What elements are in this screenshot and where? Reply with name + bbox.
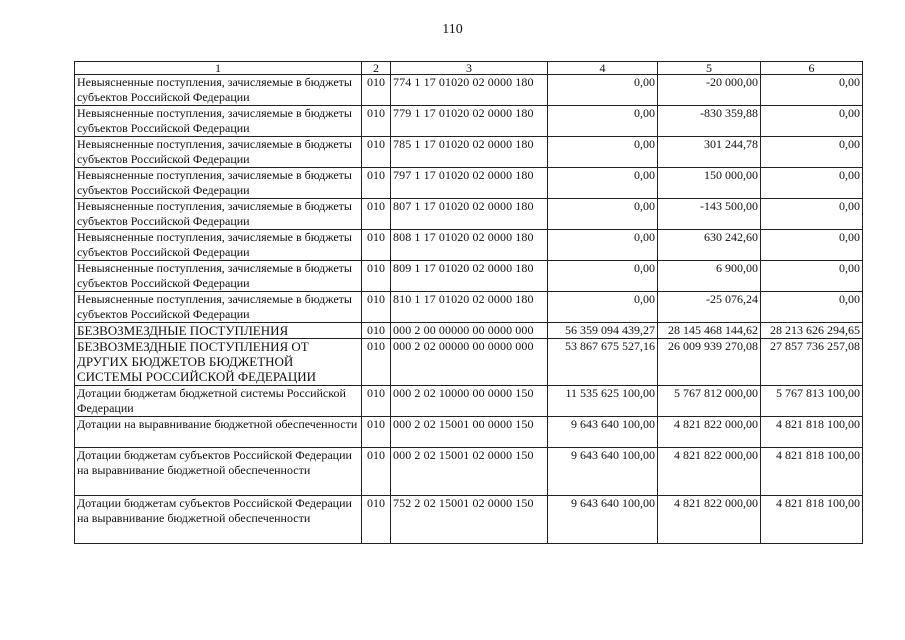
revenue-name: Невыясненные поступления, зачисляемые в бюджеты субъектов Российской Федерации xyxy=(75,261,362,292)
amount-column-4: 0,00 xyxy=(548,137,658,168)
revenue-name: Невыясненные поступления, зачисляемые в бюджеты субъектов Российской Федерации xyxy=(75,106,362,137)
column-header-1: 1 xyxy=(75,62,362,75)
amount-column-5: 4 821 822 000,00 xyxy=(658,496,761,544)
admin-code: 010 xyxy=(362,137,391,168)
amount-column-4: 56 359 094 439,27 xyxy=(548,323,658,339)
budget-classification-code: 000 2 02 10000 00 0000 150 xyxy=(391,386,548,417)
amount-column-5: -830 359,88 xyxy=(658,106,761,137)
admin-code: 010 xyxy=(362,496,391,544)
admin-code: 010 xyxy=(362,386,391,417)
table-row xyxy=(75,75,863,106)
revenue-name: Невыясненные поступления, зачисляемые в бюджеты субъектов Российской Федерации xyxy=(75,230,362,261)
amount-column-6: 0,00 xyxy=(761,106,863,137)
budget-classification-code: 797 1 17 01020 02 0000 180 xyxy=(391,168,548,199)
revenue-name: БЕЗВОЗМЕЗДНЫЕ ПОСТУПЛЕНИЯ ОТ ДРУГИХ БЮДЖЕТОВ БЮДЖЕТНОЙ СИСТЕМЫ РОССИЙСКОЙ ФЕДЕРАЦИИ xyxy=(75,339,362,386)
column-header-6: 6 xyxy=(761,62,863,75)
table-row xyxy=(75,386,863,417)
amount-column-6: 4 821 818 100,00 xyxy=(761,417,863,448)
amount-column-5: -25 076,24 xyxy=(658,292,761,323)
revenue-name: Невыясненные поступления, зачисляемые в бюджеты субъектов Российской Федерации xyxy=(75,168,362,199)
amount-column-5: 150 000,00 xyxy=(658,168,761,199)
admin-code: 010 xyxy=(362,230,391,261)
amount-column-4: 9 643 640 100,00 xyxy=(548,417,658,448)
table-row xyxy=(75,448,863,496)
admin-code: 010 xyxy=(362,106,391,137)
budget-classification-code: 779 1 17 01020 02 0000 180 xyxy=(391,106,548,137)
budget-classification-code: 774 1 17 01020 02 0000 180 xyxy=(391,75,548,106)
budget-classification-code: 807 1 17 01020 02 0000 180 xyxy=(391,199,548,230)
amount-column-6: 4 821 818 100,00 xyxy=(761,448,863,496)
amount-column-5: 28 145 468 144,62 xyxy=(658,323,761,339)
amount-column-4: 0,00 xyxy=(548,106,658,137)
amount-column-4: 11 535 625 100,00 xyxy=(548,386,658,417)
budget-classification-code: 809 1 17 01020 02 0000 180 xyxy=(391,261,548,292)
amount-column-6: 0,00 xyxy=(761,75,863,106)
budget-classification-code: 000 2 02 00000 00 0000 000 xyxy=(391,339,548,386)
amount-column-5: -20 000,00 xyxy=(658,75,761,106)
table-row xyxy=(75,292,863,323)
revenue-name: Дотации на выравнивание бюджетной обеспеченности xyxy=(75,417,362,448)
amount-column-6: 4 821 818 100,00 xyxy=(761,496,863,544)
column-header-3: 3 xyxy=(391,62,548,75)
revenue-name: Невыясненные поступления, зачисляемые в бюджеты субъектов Российской Федерации xyxy=(75,137,362,168)
admin-code: 010 xyxy=(362,417,391,448)
amount-column-6: 0,00 xyxy=(761,261,863,292)
column-header-5: 5 xyxy=(658,62,761,75)
revenue-name: Невыясненные поступления, зачисляемые в бюджеты субъектов Российской Федерации xyxy=(75,199,362,230)
amount-column-6: 0,00 xyxy=(761,230,863,261)
column-header-4: 4 xyxy=(548,62,658,75)
budget-classification-code: 000 2 00 00000 00 0000 000 xyxy=(391,323,548,339)
amount-column-4: 9 643 640 100,00 xyxy=(548,496,658,544)
admin-code: 010 xyxy=(362,261,391,292)
budget-classification-code: 000 2 02 15001 00 0000 150 xyxy=(391,417,548,448)
amount-column-6: 5 767 813 100,00 xyxy=(761,386,863,417)
revenue-name: Дотации бюджетам субъектов Российской Федерации на выравнивание бюджетной обеспеченности xyxy=(75,496,362,544)
budget-classification-code: 000 2 02 15001 02 0000 150 xyxy=(391,448,548,496)
table-row xyxy=(75,261,863,292)
revenue-name: Невыясненные поступления, зачисляемые в бюджеты субъектов Российской Федерации xyxy=(75,75,362,106)
amount-column-5: 6 900,00 xyxy=(658,261,761,292)
budget-revenue-table xyxy=(74,61,863,544)
table-row xyxy=(75,199,863,230)
table-row xyxy=(75,339,863,386)
admin-code: 010 xyxy=(362,292,391,323)
amount-column-4: 0,00 xyxy=(548,230,658,261)
budget-classification-code: 810 1 17 01020 02 0000 180 xyxy=(391,292,548,323)
amount-column-6: 0,00 xyxy=(761,168,863,199)
amount-column-5: 26 009 939 270,08 xyxy=(658,339,761,386)
amount-column-5: 5 767 812 000,00 xyxy=(658,386,761,417)
admin-code: 010 xyxy=(362,339,391,386)
column-header-2: 2 xyxy=(362,62,391,75)
table-row xyxy=(75,496,863,544)
admin-code: 010 xyxy=(362,448,391,496)
amount-column-6: 27 857 736 257,08 xyxy=(761,339,863,386)
amount-column-6: 28 213 626 294,65 xyxy=(761,323,863,339)
amount-column-4: 0,00 xyxy=(548,292,658,323)
table-row xyxy=(75,106,863,137)
amount-column-5: 301 244,78 xyxy=(658,137,761,168)
amount-column-4: 0,00 xyxy=(548,75,658,106)
table-row xyxy=(75,230,863,261)
amount-column-4: 0,00 xyxy=(548,261,658,292)
revenue-name: Дотации бюджетам субъектов Российской Федерации на выравнивание бюджетной обеспеченности xyxy=(75,448,362,496)
budget-classification-code: 808 1 17 01020 02 0000 180 xyxy=(391,230,548,261)
amount-column-4: 9 643 640 100,00 xyxy=(548,448,658,496)
amount-column-6: 0,00 xyxy=(761,137,863,168)
column-number-row xyxy=(75,62,863,75)
revenue-name: БЕЗВОЗМЕЗДНЫЕ ПОСТУПЛЕНИЯ xyxy=(75,323,362,339)
amount-column-5: 4 821 822 000,00 xyxy=(658,417,761,448)
page-number: 110 xyxy=(442,22,463,37)
amount-column-6: 0,00 xyxy=(761,199,863,230)
amount-column-4: 53 867 675 527,16 xyxy=(548,339,658,386)
table-row xyxy=(75,417,863,448)
table-row xyxy=(75,323,863,339)
amount-column-4: 0,00 xyxy=(548,168,658,199)
admin-code: 010 xyxy=(362,168,391,199)
admin-code: 010 xyxy=(362,75,391,106)
budget-classification-code: 785 1 17 01020 02 0000 180 xyxy=(391,137,548,168)
amount-column-5: -143 500,00 xyxy=(658,199,761,230)
amount-column-6: 0,00 xyxy=(761,292,863,323)
amount-column-5: 630 242,60 xyxy=(658,230,761,261)
admin-code: 010 xyxy=(362,199,391,230)
admin-code: 010 xyxy=(362,323,391,339)
amount-column-5: 4 821 822 000,00 xyxy=(658,448,761,496)
revenue-name: Невыясненные поступления, зачисляемые в бюджеты субъектов Российской Федерации xyxy=(75,292,362,323)
table-row xyxy=(75,137,863,168)
revenue-name: Дотации бюджетам бюджетной системы Российской Федерации xyxy=(75,386,362,417)
budget-classification-code: 752 2 02 15001 02 0000 150 xyxy=(391,496,548,544)
table-row xyxy=(75,168,863,199)
amount-column-4: 0,00 xyxy=(548,199,658,230)
